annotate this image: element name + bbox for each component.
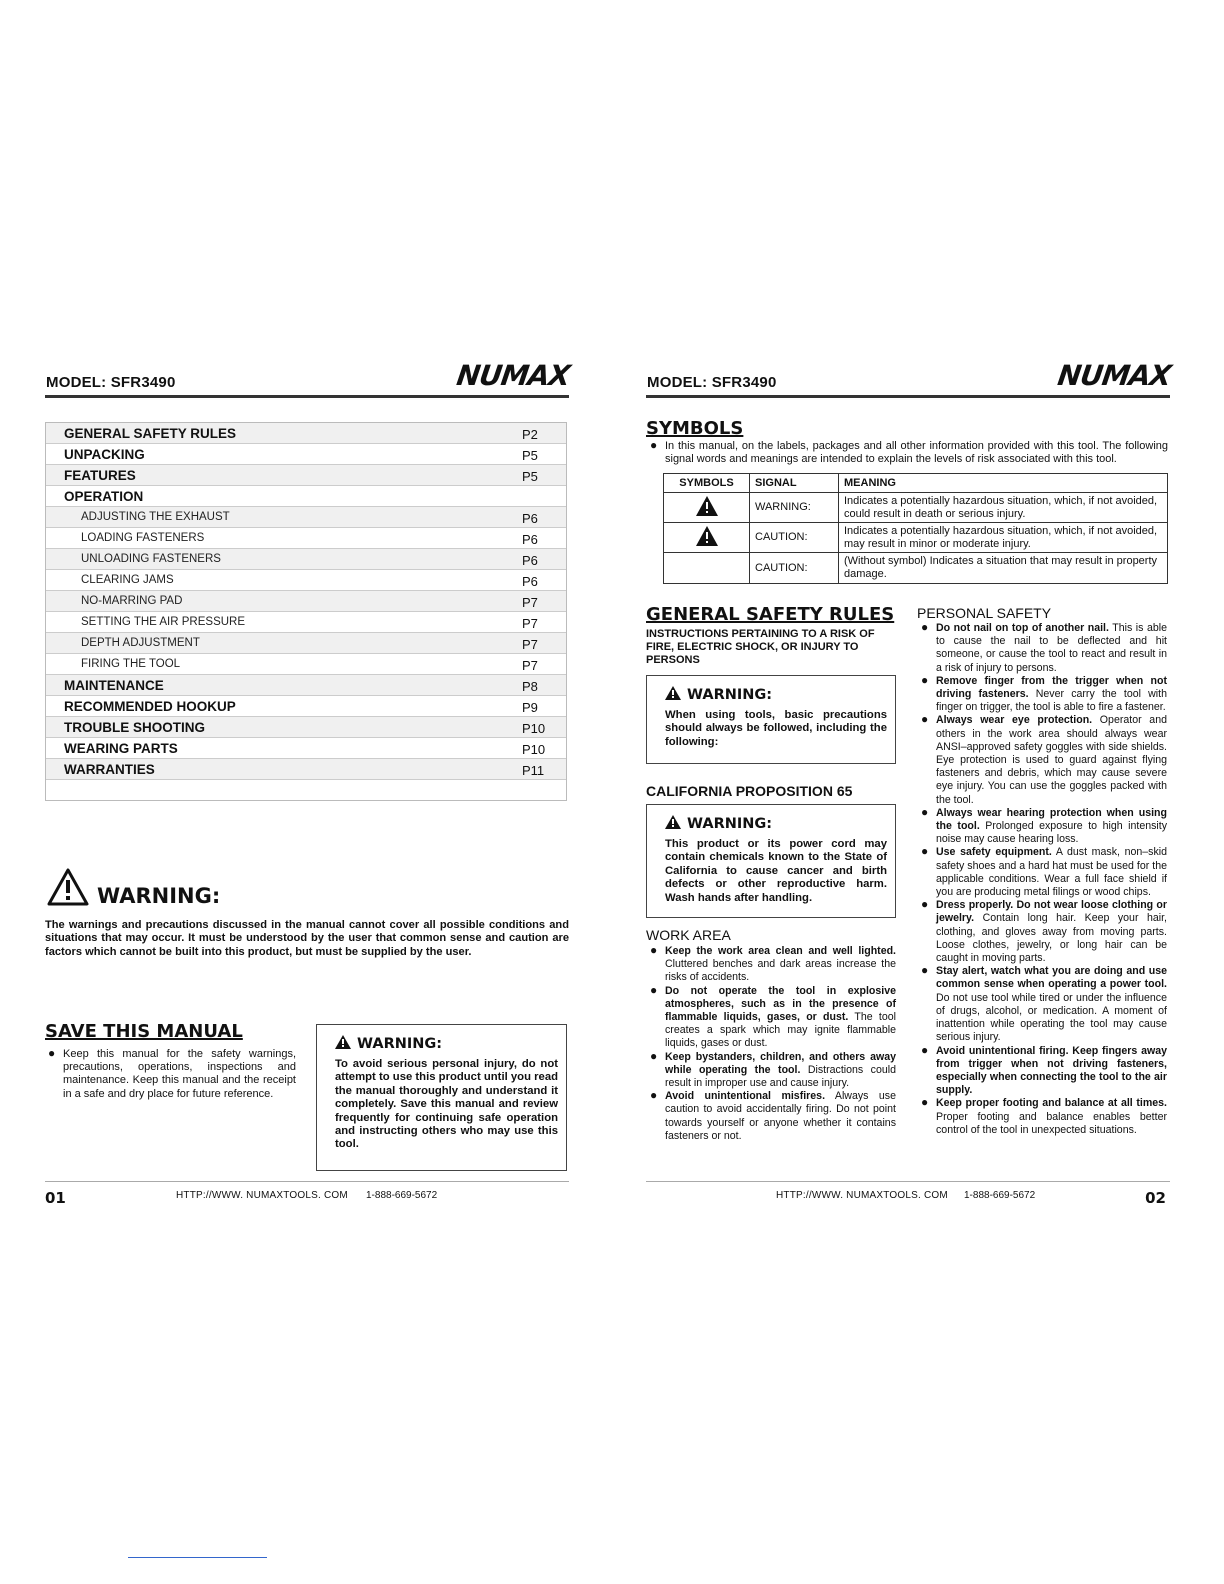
warning-box [646, 804, 896, 918]
personal-safety-title: PERSONAL SAFETY [917, 605, 1052, 621]
toc-page: P5 [522, 448, 538, 463]
toc-row[interactable] [46, 633, 566, 654]
toc-row[interactable] [46, 654, 566, 675]
page-number: 01 [45, 1189, 66, 1207]
list-item-text: Contain long hair. Keep your hair, clothing, and gloves away from moving parts. Loose clothes, jewelry, or long hair can be caught in moving parts. [936, 912, 1167, 965]
warning-box-title: WARNING: [357, 1036, 443, 1052]
list-item-lead: Avoid unintentional firing. Keep fingers away from trigger when not driving fasteners, especially when connecting the tool to the air supply. [936, 1044, 1167, 1097]
toc-page: P6 [522, 553, 538, 568]
toc-title: ADJUSTING THE EXHAUST [81, 511, 230, 523]
toc-title: SETTING THE AIR PRESSURE [81, 616, 246, 628]
page-footer [45, 1181, 569, 1207]
symbols-table [663, 473, 1168, 584]
table-header: SIGNAL [750, 474, 839, 493]
meaning-cell: (Without symbol) Indicates a situation that may result in property damage. [839, 553, 1168, 583]
meaning-cell: Indicates a potentially hazardous situation, which, if not avoided, may result in minor or moderate injury. [839, 523, 1168, 553]
symbol-cell [664, 553, 750, 583]
page-footer [646, 1181, 1170, 1207]
page-header [45, 359, 572, 398]
list-item [650, 1090, 896, 1143]
toc-row[interactable] [46, 591, 566, 612]
list-item-text: A dust mask, non–skid safety shoes and a hard hat must be used for the applicable conditions. Wear a full face shield if you are producing metal filings or wood chips. [936, 846, 1167, 899]
toc-row[interactable] [46, 759, 566, 780]
list-item [921, 1045, 1167, 1098]
list-item [921, 965, 1167, 1044]
page-number: 02 [1145, 1189, 1166, 1207]
toc-row[interactable] [46, 486, 566, 507]
warning-triangle-icon [665, 686, 681, 700]
list-item-text: This is able to cause the nail to be deflected and hit someone, or cause the tool to react and result in a risk of injury to persons. [936, 622, 1167, 674]
list-item-lead: Always wear eye protection. [936, 714, 1093, 727]
general-safety-title: GENERAL SAFETY RULES [646, 604, 895, 625]
warning-box [646, 675, 896, 764]
toc-title: MAINTENANCE [64, 678, 164, 693]
signal-cell: WARNING: [750, 493, 839, 523]
save-manual-title: SAVE THIS MANUAL [45, 1021, 243, 1042]
list-item-text: Do not use tool while tired or under the influence of drugs, alcohol, or medication. A moment of inattention while operating the tool may cause serious injury. [936, 991, 1167, 1044]
warning-box [316, 1024, 567, 1171]
warning-triangle-icon [665, 815, 681, 829]
toc-title: UNLOADING FASTENERS [81, 553, 221, 565]
toc-page: P6 [522, 511, 538, 526]
list-item [921, 622, 1167, 675]
toc-row[interactable] [46, 738, 566, 759]
list-item [650, 985, 896, 1051]
toc-row[interactable] [46, 675, 566, 696]
warning-box-heading [665, 686, 887, 703]
warning-box-text: To avoid serious personal injury, do not attempt to use this product until you read the manual thoroughly and understand it completely. Save this manual and review frequently for continuing safe operation and instructing others who may use this tool. [335, 1058, 558, 1151]
meaning-cell: Indicates a potentially hazardous situation, which, if not avoided, could result in death or serious injury. [839, 493, 1168, 523]
list-item-text: Distractions could result in improper use and cause injury. [665, 1063, 897, 1090]
toc-title: TROUBLE SHOOTING [64, 720, 205, 735]
table-header: SYMBOLS [664, 474, 750, 493]
signal-cell: CAUTION: [750, 523, 839, 553]
toc-title: RECOMMENDED HOOKUP [64, 699, 236, 714]
manual-page-left [45, 359, 572, 1207]
save-manual-text [48, 1048, 296, 1101]
list-item-lead: Always wear hearing protection when using the tool. [936, 806, 1167, 833]
list-item-lead: Stay alert, watch what you are doing and use common sense when operating a power tool. [936, 965, 1167, 991]
toc-page: P6 [522, 574, 538, 589]
hyperlink-underline [128, 1557, 267, 1558]
table-header-row [664, 474, 1168, 493]
list-item-lead: Remove finger from the trigger when not driving fasteners. [936, 674, 1167, 701]
toc-page: P2 [522, 427, 538, 442]
list-item-lead: Keep proper footing and balance at all times. [936, 1097, 1167, 1110]
toc-row[interactable] [46, 549, 566, 570]
toc-page: P10 [522, 721, 546, 736]
phone-number: 1-888-669-5672 [964, 1190, 1036, 1201]
list-item [921, 675, 1167, 715]
california-prop-title: CALIFORNIA PROPOSITION 65 [646, 783, 853, 799]
toc-row[interactable] [46, 612, 566, 633]
warning-triangle-icon [696, 496, 718, 516]
list-item [921, 846, 1167, 899]
list-item-text: The tool creates a spark which may ignite flammable liquids, gases or dust. [665, 1011, 896, 1050]
table-row [664, 523, 1168, 553]
manual-page-right [646, 359, 1173, 1207]
list-item-lead: Use safety equipment. [936, 846, 1052, 859]
list-item-lead: Keep bystanders, children, and others away while operating the tool. [665, 1050, 896, 1076]
list-item-lead: Avoid unintentional misfires. [665, 1090, 826, 1103]
toc-title: NO-MARRING PAD [81, 595, 183, 607]
toc-blank-row [46, 780, 566, 800]
list-item [650, 945, 896, 985]
table-header: MEANING [839, 474, 1168, 493]
toc-page: P11 [522, 763, 545, 778]
list-item [921, 899, 1167, 965]
toc-title: WEARING PARTS [64, 741, 178, 756]
toc-title: OPERATION [64, 489, 144, 504]
warning-box-heading [665, 815, 887, 832]
numax-logo: NUMAX [1055, 359, 1173, 392]
table-row [664, 493, 1168, 523]
list-item-text: Cluttered benches and dark areas increase the risks of accidents. [665, 958, 896, 984]
list-item-lead: Dress properly. Do not wear loose clothing or jewelry. [936, 899, 1167, 925]
toc-row[interactable] [46, 570, 566, 591]
toc-title: UNPACKING [64, 447, 145, 462]
toc-page: P7 [522, 595, 538, 610]
model-label: MODEL: SFR3490 [647, 374, 777, 391]
toc-row[interactable] [46, 423, 566, 444]
toc-page: P9 [522, 700, 538, 715]
list-item-text: Proper footing and balance enables better control of the tool in unexpected situations. [936, 1110, 1167, 1136]
symbols-intro [650, 440, 1168, 466]
warning-box-text: When using tools, basic precautions should always be followed, including the following: [665, 709, 887, 748]
toc-page: P5 [522, 469, 538, 484]
list-item-lead: Keep the work area clean and well lighted. [665, 945, 896, 957]
toc-page: P7 [522, 658, 538, 673]
toc-row[interactable] [46, 507, 566, 528]
numax-logo: NUMAX [454, 359, 572, 392]
toc-page: P7 [522, 616, 538, 631]
toc-title: CLEARING JAMS [81, 574, 174, 586]
toc-page: P6 [522, 532, 538, 547]
warning-box-text: This product or its power cord may contain chemicals known to the State of California to cause cancer and birth defects or other reproductive harm. Wash hands after handling. [665, 838, 887, 904]
toc-row[interactable] [46, 444, 566, 465]
general-safety-subtitle: INSTRUCTIONS PERTAINING TO A RISK OF FIRE, ELECTRIC SHOCK, OR INJURY TO PERSONS [646, 628, 875, 667]
toc-title: FEATURES [64, 468, 136, 483]
list-item [921, 1097, 1167, 1137]
model-label: MODEL: SFR3490 [46, 374, 176, 391]
warning-triangle-icon [335, 1035, 351, 1049]
list-item-text: Prolonged exposure to high intensity noise may cause hearing loss. [936, 820, 1167, 846]
website-link[interactable]: HTTP://WWW. NUMAXTOOLS. COM [176, 1190, 348, 1201]
phone-number: 1-888-669-5672 [366, 1190, 438, 1201]
list-item-lead: Do not nail on top of another nail. [936, 622, 1109, 634]
warning-box-title: WARNING: [687, 687, 773, 703]
warning-box-heading [335, 1035, 558, 1052]
symbols-title: SYMBOLS [646, 418, 744, 439]
toc-page: P10 [522, 742, 546, 757]
warning-title: WARNING: [97, 884, 221, 908]
toc-row[interactable] [46, 465, 566, 486]
list-item-text: Operator and others in the work area should always wear ANSI–approved safety goggles with side shields. Eye protection is used to guard against flying fasteners and debris, which may cause severe eye injury. You can use the goggles packed with the tool. [936, 714, 1167, 806]
warning-text: The warnings and precautions discussed in the manual cannot cover all possible conditions and situations that may occur. It must be understood by the user that common sense and caution are factors which cannot be built into this product, but must be supplied by the user. [45, 919, 569, 958]
list-item: ● Keep this manual for the safety warnings, precautions, operations, inspections and maintenance. Keep this manual and the receipt in a safe and dry place for future reference. [48, 1048, 296, 1101]
warning-box-title: WARNING: [687, 816, 773, 832]
table-row [664, 553, 1168, 583]
symbol-cell [664, 523, 750, 553]
toc-row[interactable] [46, 717, 566, 738]
toc-page: P7 [522, 637, 538, 652]
personal-safety-list [921, 622, 1167, 1137]
list-item-text: Never carry the tool with finger on trigger, the tool is able to fire a fastener. [936, 688, 1167, 714]
warning-triangle-icon [696, 526, 718, 546]
list-item-text: Always use caution to avoid accidentally firing. Do not point towards yourself or anyone whether it contains fasteners or not. [665, 1090, 896, 1142]
toc-row[interactable] [46, 696, 566, 717]
toc-title: FIRING THE TOOL [81, 658, 181, 670]
toc-page: P8 [522, 679, 538, 694]
toc-title: GENERAL SAFETY RULES [64, 426, 237, 441]
warning-triangle-icon [47, 868, 89, 906]
toc-title: LOADING FASTENERS [81, 532, 205, 544]
list-item [921, 714, 1167, 806]
table-of-contents [45, 422, 567, 801]
toc-title: DEPTH ADJUSTMENT [81, 637, 200, 649]
website-link[interactable]: HTTP://WWW. NUMAXTOOLS. COM [776, 1190, 948, 1201]
page-header [646, 359, 1173, 398]
list-item-lead: Do not operate the tool in explosive atmospheres, such as in the presence of flammable liquids, gases, or dust. [665, 984, 896, 1024]
work-area-title: WORK AREA [646, 927, 731, 943]
symbol-cell [664, 493, 750, 523]
toc-title: WARRANTIES [64, 762, 155, 777]
work-area-list [650, 945, 896, 1143]
list-item [650, 1051, 896, 1091]
toc-row[interactable] [46, 528, 566, 549]
list-item [921, 807, 1167, 847]
list-item: ● In this manual, on the labels, packages and all other information provided with this tool. The following signal words and meanings are intended to explain the levels of risk associated with this tool. [650, 440, 1168, 466]
signal-cell: CAUTION: [750, 553, 839, 583]
